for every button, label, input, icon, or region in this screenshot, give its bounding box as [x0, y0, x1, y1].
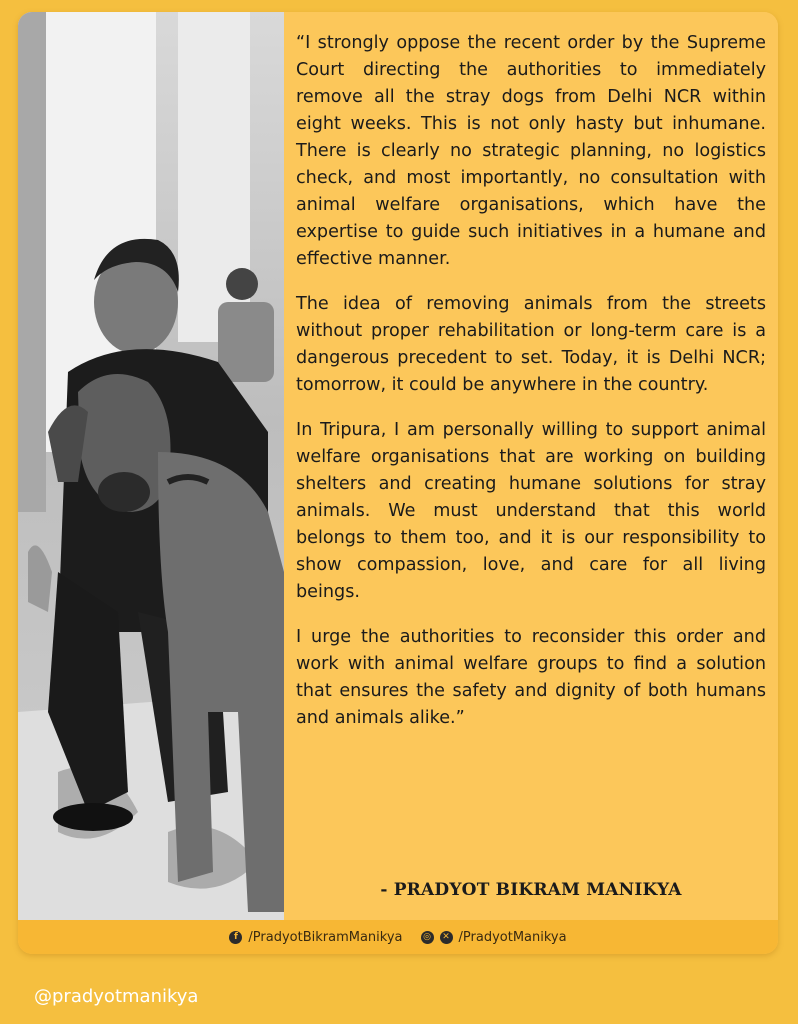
- watermark-handle: @pradyotmanikya: [34, 986, 199, 1007]
- quote-paragraph-2: The idea of removing animals from the streets without proper rehabilitation or long-term care is a dangerous precedent to set. Today, it is Delhi NCR; tomorrow, it could be anywhere in the country.: [296, 294, 766, 395]
- quote-paragraph-3: In Tripura, I am personally willing to support animal welfare organisations that are working on building shelters and creating humane solutions for stray animals. We must understand that this world belongs to them too, and it is our responsibility to show compassion, love, and care for all living beings.: [296, 420, 766, 602]
- quote-text: [296, 30, 766, 750]
- quote-card: [18, 12, 778, 954]
- x-icon: ✕: [440, 931, 453, 944]
- social-footer: [18, 920, 778, 954]
- instagram-icon: ◎: [421, 931, 434, 944]
- quote-paragraph-4: I urge the authorities to reconsider this order and work with animal welfare groups to find a solution that ensures the safety and dignity of both humans and animals alike.”: [296, 627, 766, 728]
- facebook-handle: /PradyotBikramManikya: [248, 929, 403, 945]
- photo-illustration: [18, 12, 284, 920]
- quote-panel: [284, 12, 778, 920]
- signature: - PRADYOT BIKRAM MANIKYA: [380, 880, 682, 900]
- facebook-icon: f: [229, 931, 242, 944]
- insta-x-handle: /PradyotManikya: [458, 929, 567, 945]
- quote-paragraph-1: “I strongly oppose the recent order by the Supreme Court directing the authorities to immediately remove all the stray dogs from Delhi NCR within eight weeks. This is not only hasty but inhumane. There is clearly no strategic planning, no logistics check, and most importantly, no consultation with animal welfare organisations, which have the expertise to guide such initiatives in a humane and effective manner.: [296, 33, 766, 269]
- photo-man-with-dog: [18, 12, 284, 920]
